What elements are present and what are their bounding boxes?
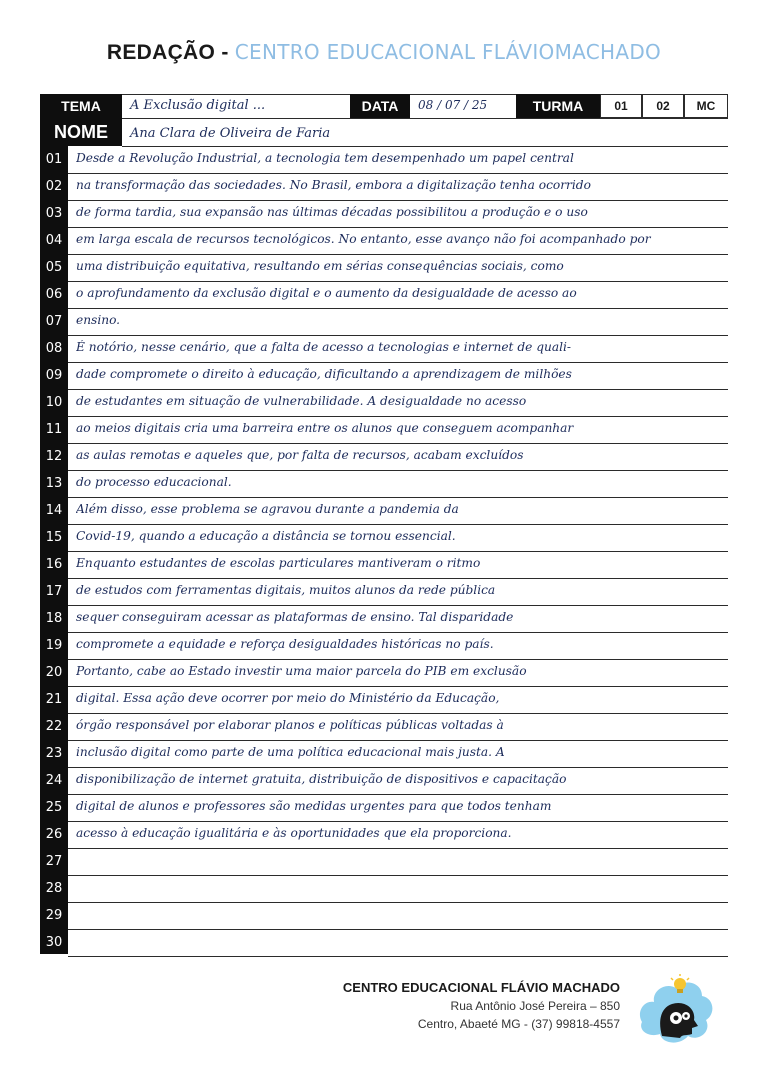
tema-label: TEMA [40,94,122,118]
essay-line[interactable]: Desde a Revolução Industrial, a tecnologia tem desempenhado um papel central [76,151,574,165]
line-number: 28 [45,881,63,896]
line-rule [68,902,728,903]
essay-line[interactable]: de forma tardia, sua expansão nas últimas décadas possibilitou a produção e o uso [76,205,588,219]
essay-line[interactable]: digital de alunos e professores são medidas urgentes para que todos tenham [76,799,552,813]
footer-address: Rua Antônio José Pereira – 850 [450,999,620,1013]
line-rule [68,227,728,228]
essay-line[interactable]: de estudos com ferramentas digitais, muitos alunos da rede pública [76,583,496,597]
essay-line[interactable]: É notório, nesse cenário, que a falta de acesso a tecnologias e internet de quali- [76,340,572,354]
essay-line[interactable]: digital. Essa ação deve ocorrer por meio do Ministério da Educação, [76,691,500,705]
essay-line[interactable]: o aprofundamento da exclusão digital e o aumento da desigualdade de acesso ao [76,286,577,300]
line-rule [68,362,728,363]
turma-option-mc[interactable]: MC [684,94,728,118]
line-number: 15 [45,530,63,545]
line-rule [68,389,728,390]
line-number: 22 [45,719,63,734]
essay-line[interactable]: ensino. [76,313,121,327]
line-number: 12 [45,449,63,464]
line-rule [68,956,728,957]
line-number: 14 [45,503,63,518]
line-rule [68,713,728,714]
line-rule [68,524,728,525]
title-school: CENTRO EDUCACIONAL FLÁVIOMACHADO [234,40,662,64]
line-number: 21 [45,692,63,707]
line-number: 18 [45,611,63,626]
title-brand: REDAÇÃO [106,41,216,64]
essay-line[interactable]: em larga escala de recursos tecnológicos. No entanto, esse avanço não foi acompanhado por [76,232,651,246]
line-rule [68,659,728,660]
line-number: 23 [45,746,63,761]
line-rule [68,605,728,606]
line-number: 19 [45,638,63,653]
line-rule [68,578,728,579]
line-rule [68,686,728,687]
title-separator: - [221,41,229,64]
turma-label: TURMA [516,94,600,118]
essay-line[interactable]: Além disso, esse problema se agravou durante a pandemia da [76,502,459,516]
essay-line[interactable]: acesso à educação igualitária e às oportunidades que ela proporciona. [76,826,512,840]
essay-line[interactable]: inclusão digital como parte de uma política educacional mais justa. A [76,745,505,759]
tema-underline [122,118,728,119]
essay-line[interactable]: dade compromete o direito à educação, dificultando a aprendizagem de milhões [76,367,572,381]
line-rule [68,848,728,849]
line-rule [68,497,728,498]
line-number: 02 [45,179,63,194]
turma-option-01[interactable]: 01 [600,94,642,118]
footer-city: Centro, Abaeté MG - (37) 99818-4557 [417,1017,620,1031]
essay-sheet [40,94,728,954]
essay-line[interactable]: do processo educacional. [76,475,232,489]
line-rule [68,551,728,552]
essay-line[interactable]: Covid-19, quando a educação a distância se tornou essencial. [76,529,456,543]
essay-line[interactable]: ao meios digitais cria uma barreira entre os alunos que conseguem acompanhar [76,421,574,435]
nome-underline [122,146,728,147]
turma-option-02[interactable]: 02 [642,94,684,118]
footer-name: CENTRO EDUCACIONAL FLÁVIO MACHADO [342,980,620,995]
essay-line[interactable]: na transformação das sociedades. No Brasil, embora a digitalização tenha ocorrido [76,178,591,192]
line-rule [68,281,728,282]
line-rule [68,821,728,822]
line-number: 25 [45,800,63,815]
line-number: 06 [45,287,63,302]
data-field[interactable]: 08 / 07 / 25 [418,98,488,112]
line-number: 04 [45,233,63,248]
line-number: 09 [45,368,63,383]
essay-line[interactable]: as aulas remotas e aqueles que, por falta de recursos, acabam excluídos [76,448,524,462]
line-number: 07 [45,314,63,329]
line-number: 05 [45,260,63,275]
line-rule [68,470,728,471]
line-rule [68,416,728,417]
essay-line[interactable]: uma distribuição equitativa, resultando em sérias consequências sociais, como [76,259,564,273]
essay-line[interactable]: de estudantes em situação de vulnerabilidade. A desigualdade no acesso [76,394,527,408]
line-rule [68,200,728,201]
line-number: 16 [45,557,63,572]
line-rule [68,740,728,741]
line-number: 24 [45,773,63,788]
line-number-column [40,94,68,954]
line-rule [68,173,728,174]
data-label: DATA [350,94,410,118]
footer [320,980,620,1031]
nome-field[interactable]: Ana Clara de Oliveira de Faria [130,126,331,141]
essay-line[interactable]: Portanto, cabe ao Estado investir uma maior parcela do PIB em exclusão [76,664,527,678]
line-rule [68,308,728,309]
essay-line[interactable]: disponibilização de internet gratuita, distribuição de dispositivos e capacitação [76,772,567,786]
essay-line[interactable]: compromete a equidade e reforça desigualdades históricas no país. [76,637,494,651]
line-number: 26 [45,827,63,842]
nome-label: NOME [40,118,122,146]
line-rule [68,794,728,795]
line-number: 29 [45,908,63,923]
essay-line[interactable]: órgão responsável por elaborar planos e políticas públicas voltadas à [76,718,504,732]
line-rule [68,335,728,336]
line-number: 10 [45,395,63,410]
line-number: 27 [45,854,63,869]
line-rule [68,443,728,444]
line-number: 30 [45,935,63,950]
line-rule [68,254,728,255]
line-rule [68,767,728,768]
line-rule [68,929,728,930]
page-title [0,40,768,65]
line-number: 17 [45,584,63,599]
essay-line[interactable]: sequer conseguiram acessar as plataformas de ensino. Tal disparidade [76,610,514,624]
line-number: 13 [45,476,63,491]
essay-line[interactable]: Enquanto estudantes de escolas particulares mantiveram o ritmo [76,556,481,570]
line-rule [68,632,728,633]
line-number: 20 [45,665,63,680]
line-number: 08 [45,341,63,356]
line-number: 01 [45,152,63,167]
head-with-lightbulb-logo-icon [636,972,716,1050]
line-number: 11 [45,422,63,437]
line-number: 03 [45,206,63,221]
line-rule [68,875,728,876]
tema-field[interactable]: A Exclusão digital ... [130,98,266,113]
